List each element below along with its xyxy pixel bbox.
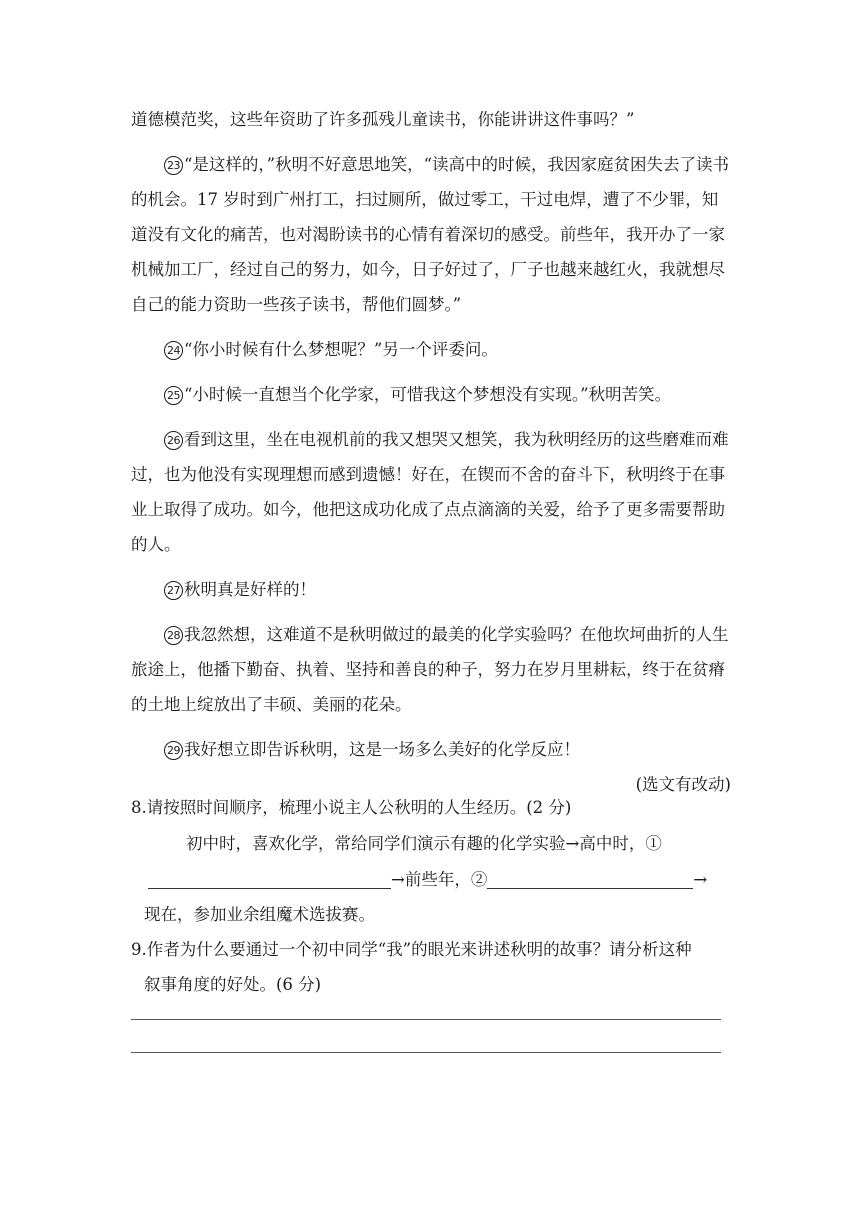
question-9-line1: 9.作者为什么要通过一个初中同学“我”的眼光来讲述秋明的故事？请分析这种 xyxy=(131,940,692,959)
paragraph-23-text: “是这样的，”秋明不好意思地笑，“读高中的时候，我因家庭贫困失去了读书的机会。17 岁时到广州打工，扫过厕所，做过零工，干过电焊，遭了不少罪，知道没有文化的痛苦，也对渴盼读书的心情有着深切的感受。前些年，我开办了一家机械加工厂，经过自己的努力，如今，日子好过了，厂子也越来越红火，我就想尽自己的能力资助一些孩子读书，帮他们圆梦。” xyxy=(131,155,730,314)
paragraph-23 xyxy=(131,147,731,322)
paragraph-number-24: 24 xyxy=(164,341,183,360)
paragraph-29-text: 我好想立即告诉秋明，这是一场多么美好的化学反应！ xyxy=(184,740,580,759)
paragraph-25 xyxy=(131,377,731,412)
paragraph-number-26: 26 xyxy=(164,431,183,450)
paragraph-25-text: “小时候一直想当个化学家，可惜我这个梦想没有实现。”秋明苦笑。 xyxy=(184,385,672,404)
question-8-part3: 现在，参加业余组魔术选拔赛。 xyxy=(144,905,375,924)
paragraph-24 xyxy=(131,332,731,367)
paragraph-28 xyxy=(131,617,731,722)
answer-blank-2[interactable] xyxy=(487,868,693,889)
paragraph-number-23: 23 xyxy=(164,156,183,175)
paragraph-24-text: “你小时候有什么梦想呢？”另一个评委问。 xyxy=(184,340,498,359)
paragraph-number-29: 29 xyxy=(164,741,183,760)
question-8-title: 8.请按照时间顺序，梳理小说主人公秋明的人生经历。(2 分) xyxy=(131,798,572,817)
story-text xyxy=(131,102,731,802)
question-8-arrow-1: →前些年，② xyxy=(391,870,488,889)
paragraph-27 xyxy=(131,572,731,607)
question-9-line2: 叙事角度的好处。(6 分) xyxy=(144,975,322,994)
answer-line-2[interactable] xyxy=(131,1052,721,1053)
paragraph-26 xyxy=(131,422,731,562)
paragraph-27-text: 秋明真是好样的！ xyxy=(184,580,316,599)
question-8-blanks xyxy=(131,862,731,897)
answer-blank-1[interactable] xyxy=(148,868,391,889)
answer-line-1[interactable] xyxy=(131,1019,721,1020)
paragraph-continued: 道德模范奖，这些年资助了许多孤残儿童读书，你能讲讲这件事吗？” xyxy=(131,110,635,129)
source-note: (选文有改动) xyxy=(635,775,731,794)
paragraph-number-27: 27 xyxy=(164,581,183,600)
question-8-arrow-2: → xyxy=(693,870,708,889)
paragraph-28-text: 我忽然想，这难道不是秋明做过的最美的化学实验吗？在他坎坷曲折的人生旅途上，他播下勤奋、执着、坚持和善良的种子，努力在岁月里耕耘，终于在贫瘠的土地上绽放出了丰硕、美丽的花朵。 xyxy=(131,625,729,714)
paragraph-26-text: 看到这里，坐在电视机前的我又想哭又想笑，我为秋明经历的这些磨难而难过，也为他没有实现理想而感到遗憾！好在，在锲而不舍的奋斗下，秋明终于在事业上取得了成功。如今，他把这成功化成了点点滴滴的关爱，给予了更多需要帮助的人。 xyxy=(131,430,729,554)
question-8-part1: 初中时，喜欢化学，常给同学们演示有趣的化学实验→高中时，① xyxy=(186,834,662,853)
paragraph-number-25: 25 xyxy=(164,386,183,405)
questions xyxy=(131,790,731,1002)
paragraph-number-28: 28 xyxy=(164,626,183,645)
paragraph-29 xyxy=(131,732,731,767)
